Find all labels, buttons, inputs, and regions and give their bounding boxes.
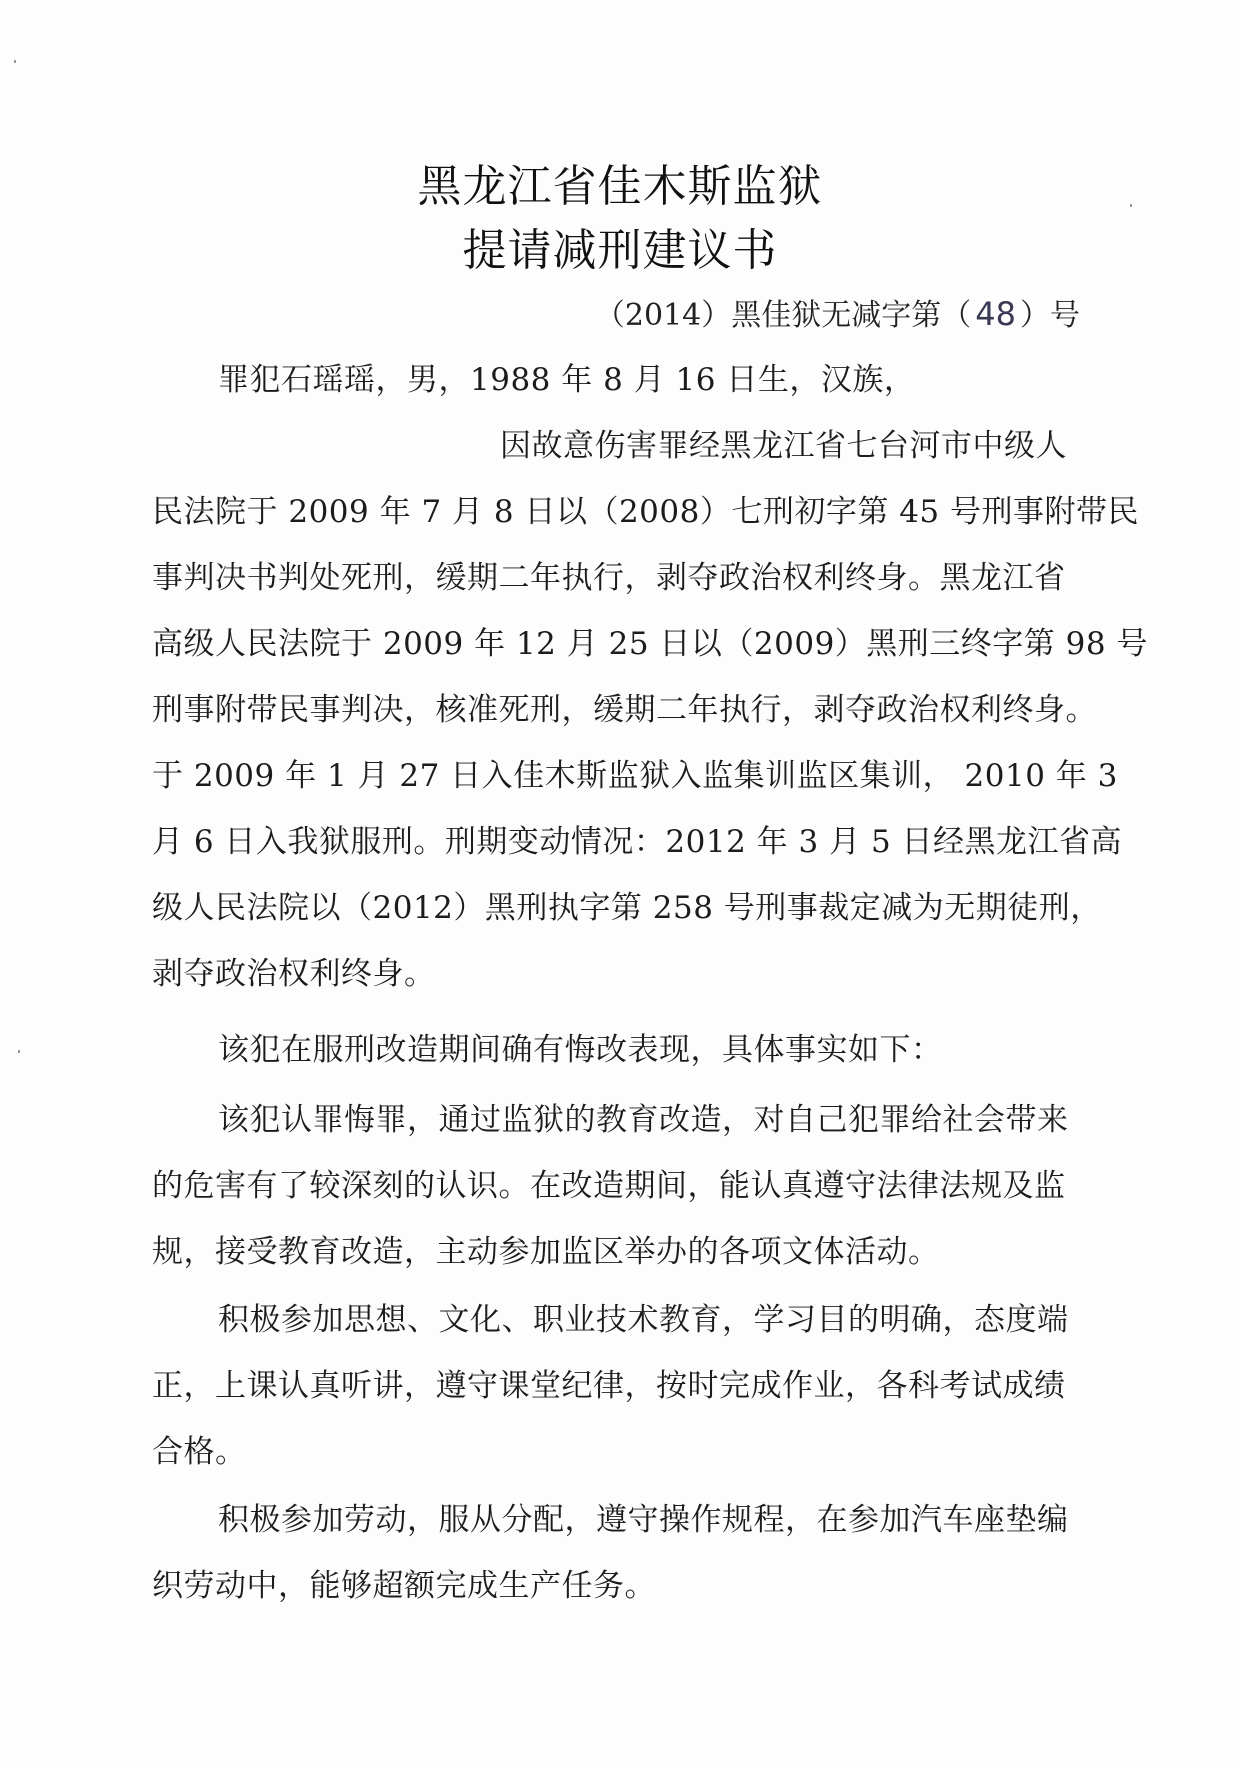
paragraph-line: 合格。: [152, 1434, 247, 1470]
paragraph-line: 剥夺政治权利终身。: [152, 956, 436, 992]
paragraph-line: 该犯认罪悔罪，通过监狱的教育改造，对自己犯罪给社会带来: [218, 1102, 1069, 1138]
paragraph-line: 事判决书判处死刑，缓期二年执行，剥夺政治权利终身。黑龙江省: [152, 560, 1066, 596]
paragraph-line: 正，上课认真听讲，遵守课堂纪律，按时完成作业，各科考试成绩: [152, 1368, 1066, 1404]
paragraph-line: 于 2009 年 1 月 27 日入佳木斯监狱入监集训监区集训， 2010 年 3: [152, 758, 1118, 794]
paragraph-line: 该犯在服刑改造期间确有悔改表现，具体事实如下：: [218, 1032, 943, 1068]
paragraph-line: 月 6 日入我狱服刑。刑期变动情况：2012 年 3 月 5 日经黑龙江省高: [152, 824, 1123, 860]
document-number-suffix: ）号: [1020, 298, 1080, 333]
paragraph-line: 积极参加劳动，服从分配，遵守操作规程，在参加汽车座垫编: [218, 1502, 1069, 1538]
document-number: [595, 290, 1080, 334]
scan-speck: [14, 60, 16, 63]
paragraph-line: 刑事附带民事判决，核准死刑，缓期二年执行，剥夺政治权利终身。: [152, 692, 1097, 728]
paragraph-line: 规，接受教育改造，主动参加监区举办的各项文体活动。: [152, 1234, 940, 1270]
scan-speck: [18, 1050, 20, 1053]
document-title-type: 提请减刑建议书: [462, 225, 778, 276]
paragraph-line: 级人民法院以（2012）黑刑执字第 258 号刑事裁定减为无期徒刑，: [152, 890, 1102, 926]
scan-speck: [1130, 204, 1132, 207]
document-title-institution: 黑龙江省佳木斯监狱: [417, 161, 823, 212]
paragraph-line: 的危害有了较深刻的认识。在改造期间，能认真遵守法律法规及监: [152, 1168, 1066, 1204]
paragraph-line: 民法院于 2009 年 7 月 8 日以（2008）七刑初字第 45 号刑事附带民: [152, 494, 1140, 530]
paragraph-line: 织劳动中，能够超额完成生产任务。: [152, 1568, 656, 1604]
paragraph-line: 因故意伤害罪经黑龙江省七台河市中级人: [500, 428, 1067, 464]
document-number-prefix: （2014）黑佳狱无减字第（: [594, 298, 972, 333]
paragraph-line: 罪犯石瑶瑶，男，1988 年 8 月 16 日生，汉族，: [218, 362, 916, 398]
document-number-value: 48: [975, 295, 1016, 333]
paragraph-line: 积极参加思想、文化、职业技术教育，学习目的明确，态度端: [218, 1302, 1069, 1338]
paragraph-line: 高级人民法院于 2009 年 12 月 25 日以（2009）黑刑三终字第 98 号: [152, 626, 1148, 662]
